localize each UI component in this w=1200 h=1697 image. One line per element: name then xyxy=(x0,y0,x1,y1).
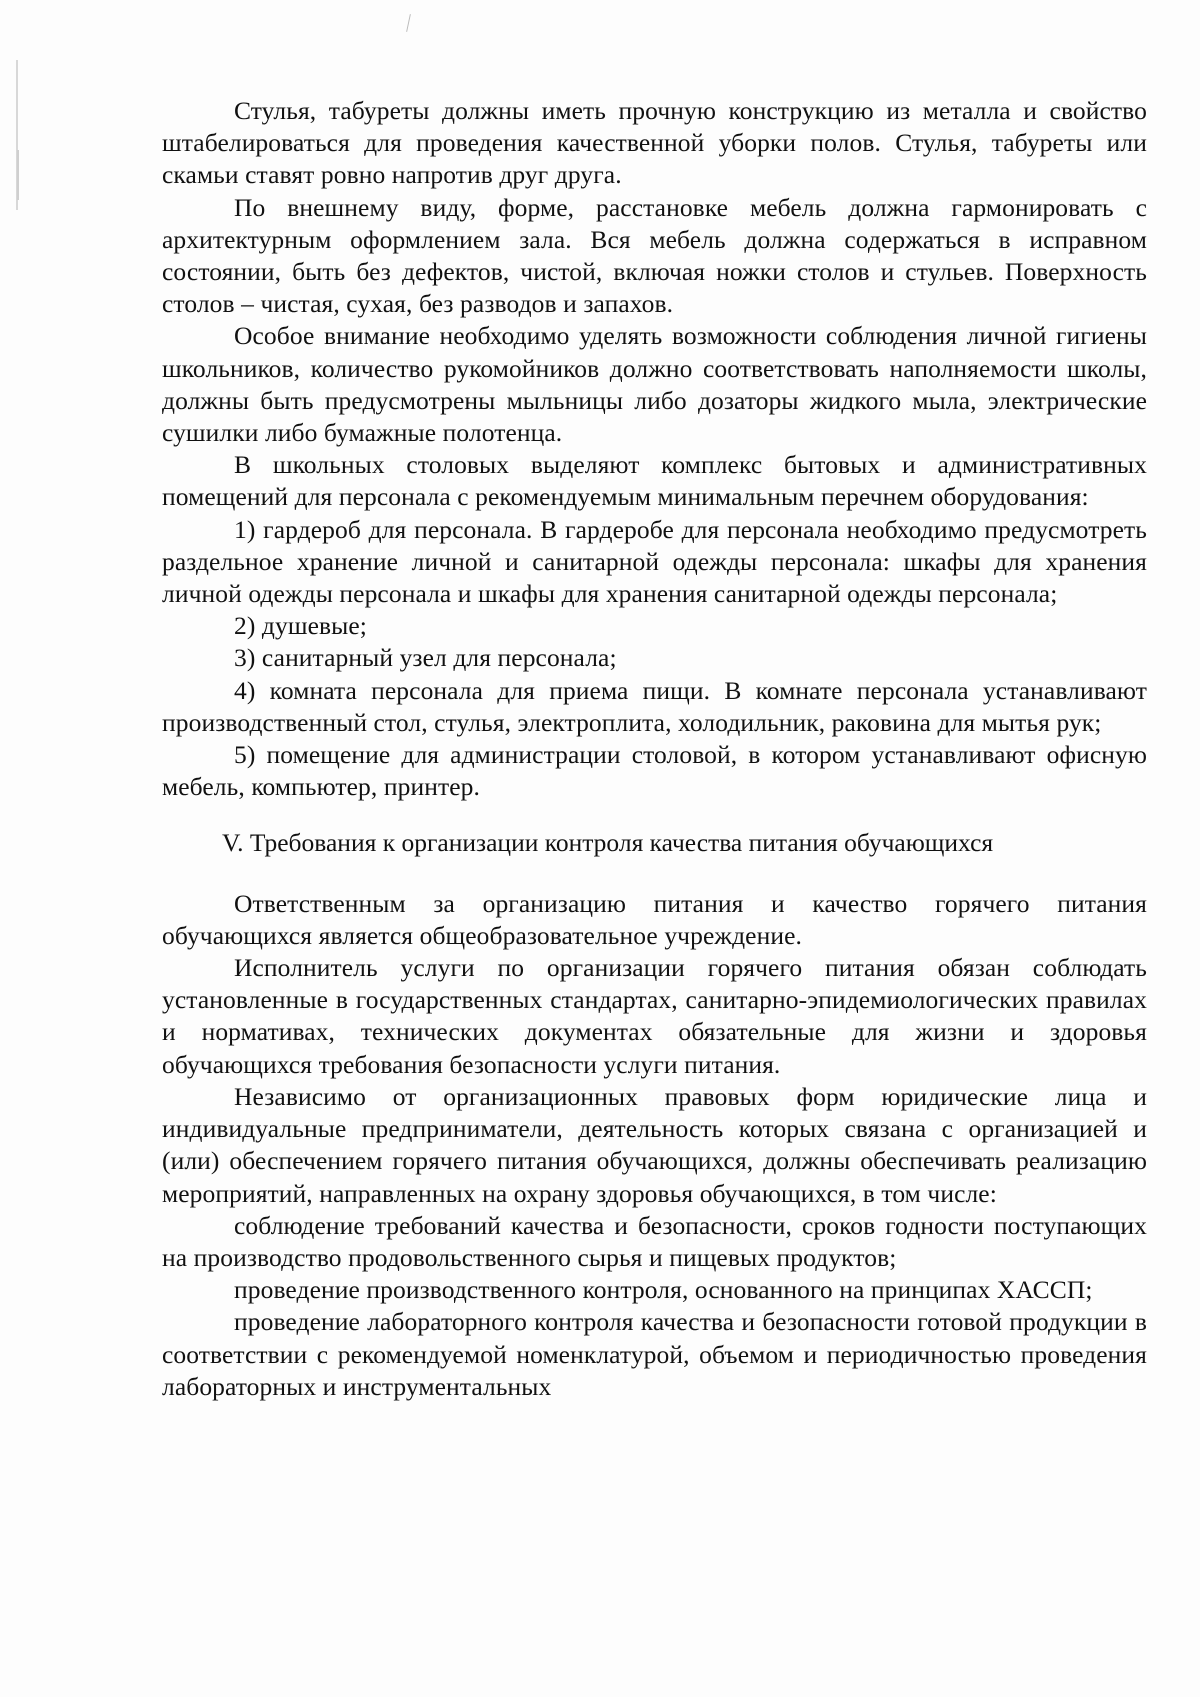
paragraph: Стулья, табуреты должны иметь прочную конструкцию из металла и свойство штабелироваться для проведения качественной уборки полов. Стулья, табуреты или скамьи ставят ровно напротив друг друга. xyxy=(162,96,1147,190)
paragraph: Особое внимание необходимо уделять возможности соблюдения личной гигиены школьников, количество рукомойников должно соответствовать наполняемости школы, должны быть предусмотрены мыльницы либо дозаторы жидкого мыла, электрические сушилки либо бумажные полотенца. xyxy=(162,321,1147,448)
paragraph: В школьных столовых выделяют комплекс бытовых и административных помещений для персонала с рекомендуемым минимальным перечнем оборудования: xyxy=(162,450,1147,512)
list-item: 1) гардероб для персонала. В гардеробе для персонала необходимо предусмотреть раздельное хранение личной и санитарной одежды персонала: шкафы для хранения личной одежды персонала и шкафы для хранения санитарной одежды персонала; xyxy=(162,514,1147,609)
list-item: 5) помещение для администрации столовой, в котором устанавливают офисную мебель, компьютер, принтер. xyxy=(162,740,1147,802)
paragraph: проведение лабораторного контроля качества и безопасности готовой продукции в соответствии с рекомендуемой номенклатурой, объемом и периодичностью проведения лабораторных и инструментальных xyxy=(162,1307,1147,1401)
scan-artifact xyxy=(406,14,411,32)
list-item: 3) санитарный узел для персонала; xyxy=(234,643,617,673)
section-heading: V. Требования к организации контроля качества питания обучающихся xyxy=(222,828,994,858)
list-item: 4) комната персонала для приема пищи. В комнате персонала устанавливают производственный стол, стулья, электроплита, холодильник, раковина для мытья рук; xyxy=(162,675,1147,737)
paragraph: Исполнитель услуги по организации горячего питания обязан соблюдать установленные в государственных стандартах, санитарно-эпидемиологических правилах и нормативах, технических документах обязательные для жизни и здоровья обучающихся требования безопасности услуги питания. xyxy=(162,953,1147,1079)
paragraph: По внешнему виду, форме, расстановке мебель должна гармонировать с архитектурным оформлением зала. Вся мебель должна содержаться в исправном состоянии, быть без дефектов, чистой, включая ножки столов и стульев. Поверхность столов – чистая, сухая, без разводов и запахов. xyxy=(162,192,1147,319)
list-item: 2) душевые; xyxy=(234,611,367,641)
document-body xyxy=(162,95,1147,1403)
paragraph: Независимо от организационных правовых форм юридические лица и индивидуальные предприниматели, деятельность которых связана с организацией и (или) обеспечением горячего питания обучающихся, должны обеспечивать реализацию мероприятий, направленных на охрану здоровья обучающихся, в том числе: xyxy=(162,1081,1147,1208)
scan-margin-mark xyxy=(17,150,19,200)
paragraph: соблюдение требований качества и безопасности, сроков годности поступающих на производство продовольственного сырья и пищевых продуктов; xyxy=(162,1210,1147,1272)
paragraph: Ответственным за организацию питания и качество горячего питания обучающихся является общеобразовательное учреждение. xyxy=(162,888,1147,950)
paragraph: проведение производственного контроля, основанного на принципах ХАССП; xyxy=(234,1275,1093,1305)
